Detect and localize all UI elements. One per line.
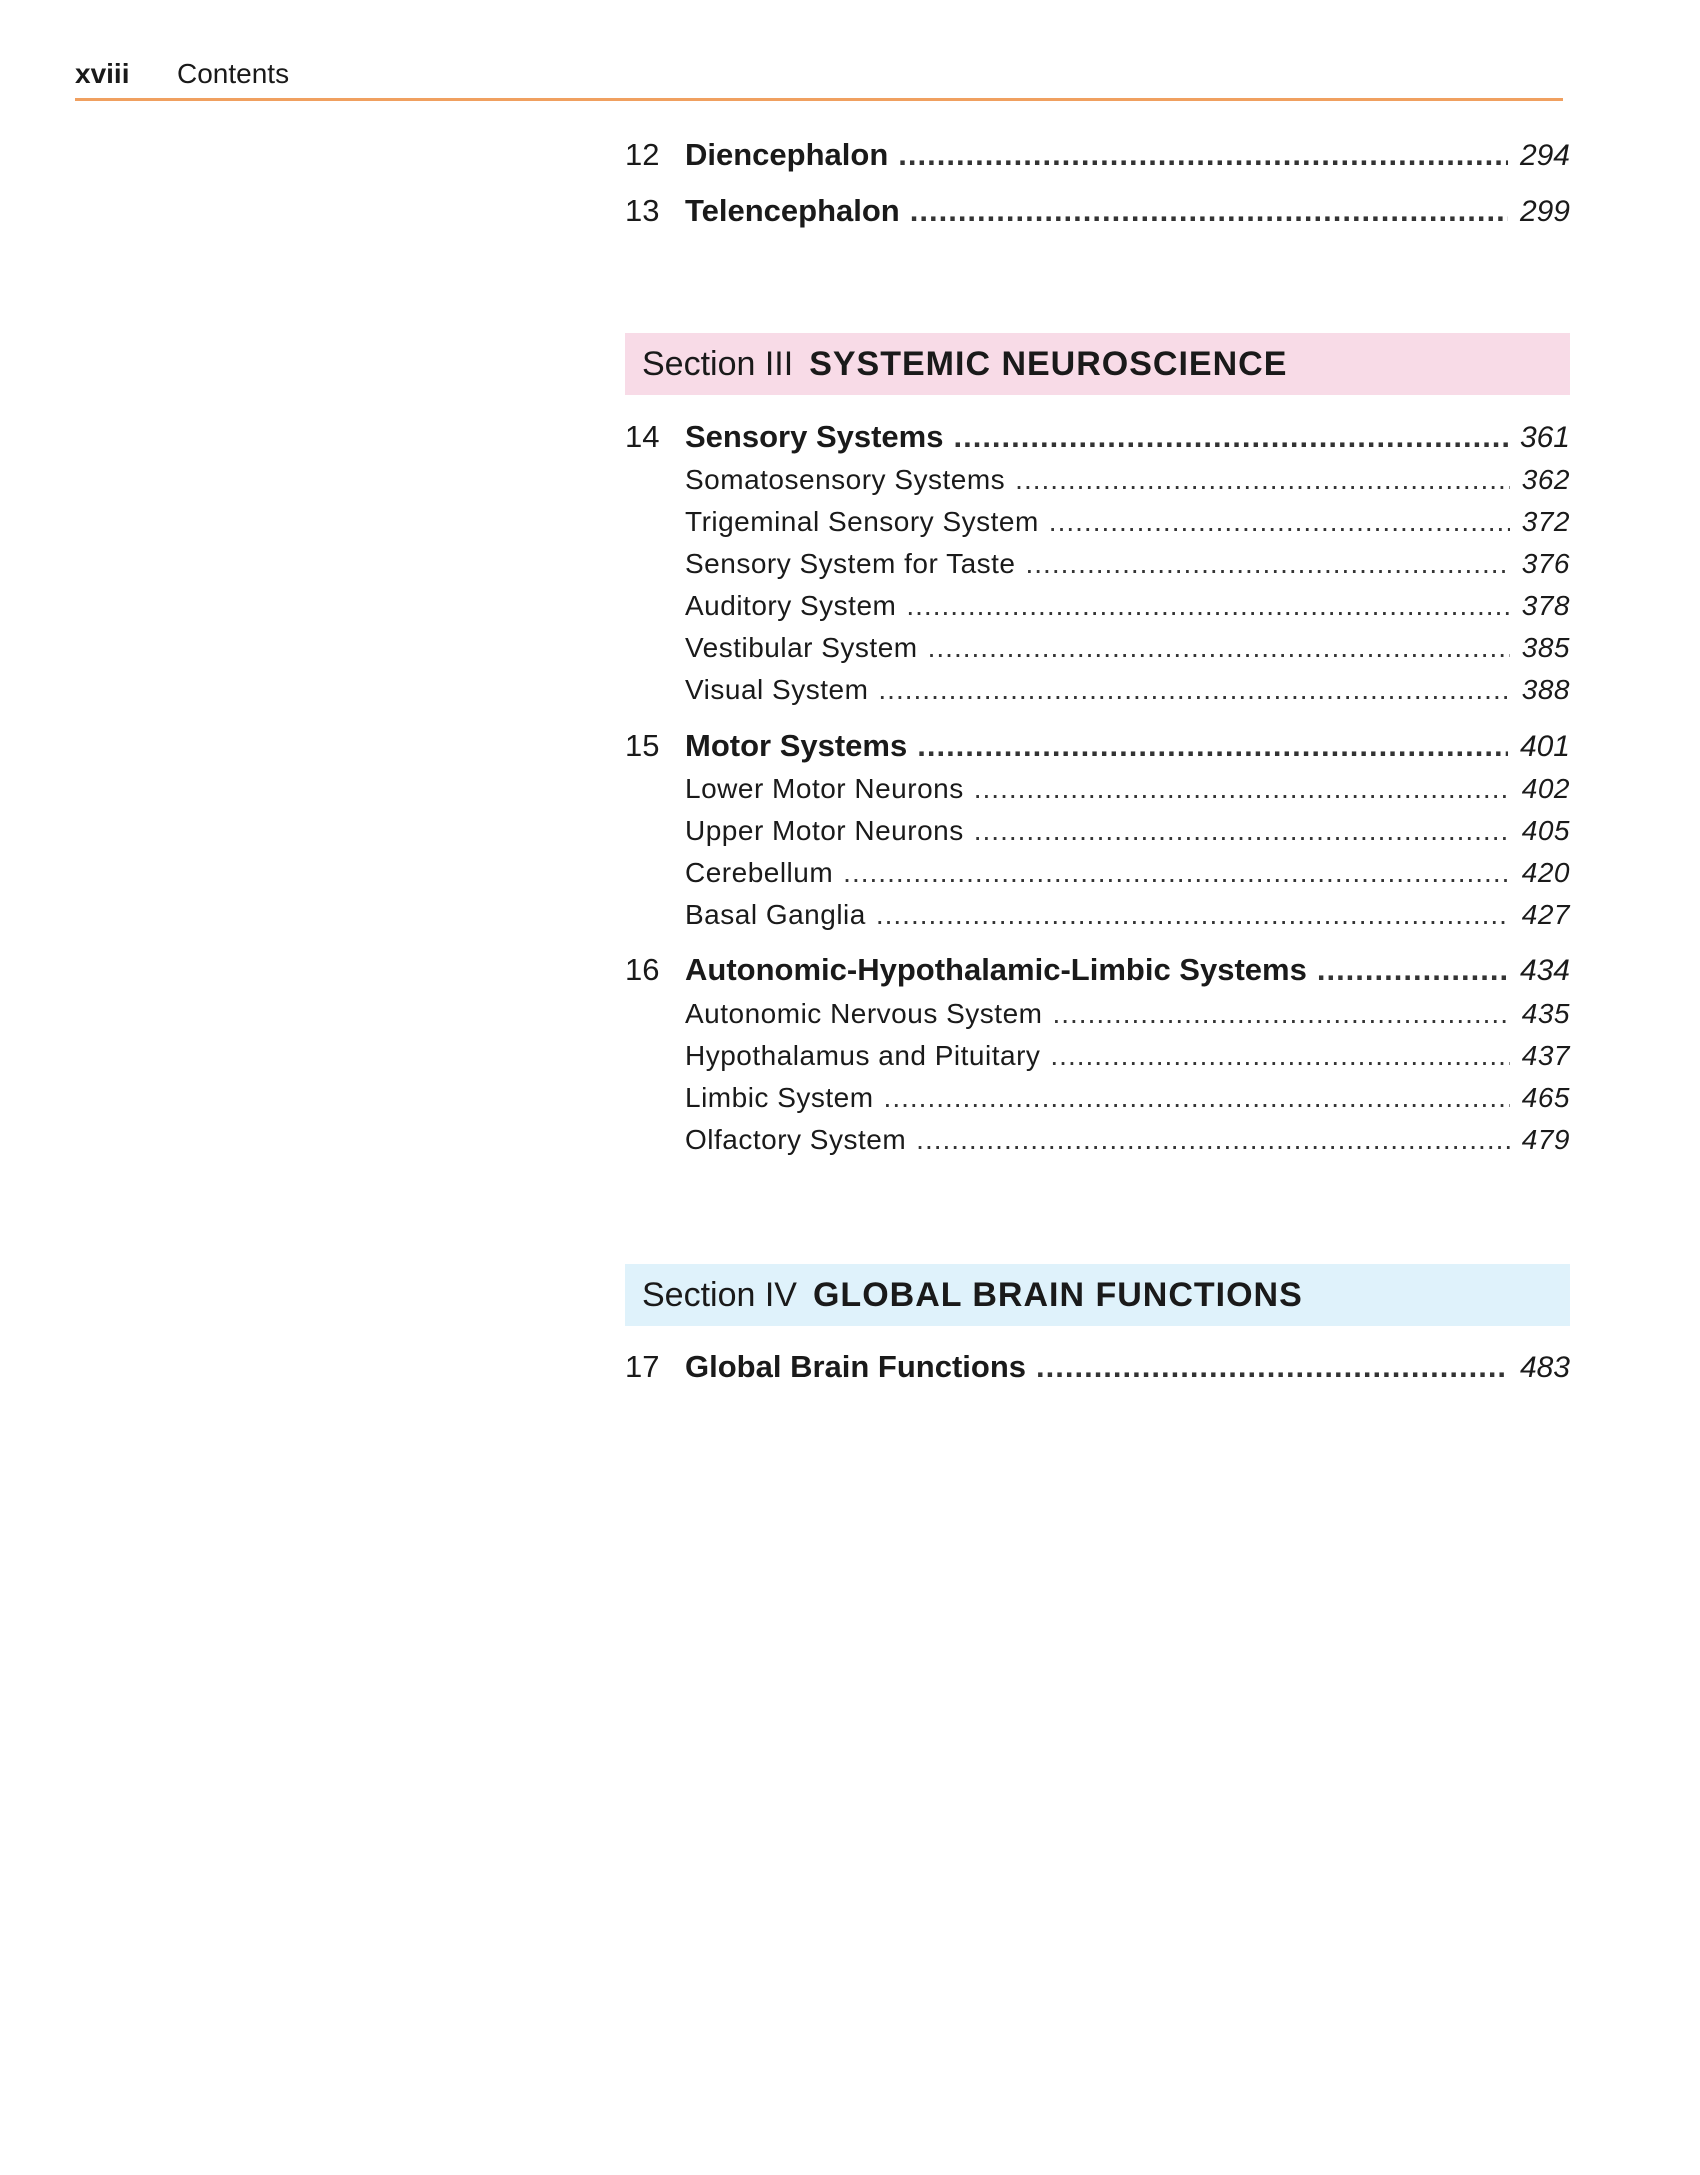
dot-leader	[906, 590, 1509, 622]
toc-subentry[interactable]	[625, 773, 1570, 805]
subentry-title: Sensory System for Taste	[685, 548, 1016, 579]
dot-leader	[878, 674, 1509, 706]
dot-leader	[916, 1124, 1510, 1156]
subentry-title: Cerebellum	[685, 857, 834, 888]
subentry-title: Olfactory System	[685, 1124, 907, 1155]
toc-subentry[interactable]	[625, 1040, 1570, 1072]
page-number: 479	[1521, 1124, 1570, 1155]
toc-subentry[interactable]	[625, 1082, 1570, 1114]
toc-chapter-13[interactable]	[625, 193, 1570, 229]
toc-subentry[interactable]	[625, 506, 1570, 538]
section-title: SYSTEMIC NEUROSCIENCE	[809, 344, 1288, 383]
subentry-title: Trigeminal Sensory System	[685, 506, 1039, 537]
page-folio: xviii	[75, 58, 130, 89]
dot-leader	[898, 137, 1508, 173]
dot-leader	[1015, 464, 1510, 496]
section-heading-4	[625, 1264, 1570, 1326]
dot-leader	[1026, 548, 1510, 580]
toc-subentry[interactable]	[625, 632, 1570, 664]
page-number: 299	[1519, 195, 1570, 228]
chapter-number: 12	[625, 137, 660, 172]
running-head-title: Contents	[177, 58, 290, 89]
subentry-title: Limbic System	[685, 1082, 874, 1113]
page-number: 372	[1521, 506, 1570, 537]
page-number: 402	[1521, 773, 1570, 804]
chapter-title: Motor Systems	[685, 728, 908, 763]
chapter-title: Diencephalon	[685, 137, 889, 172]
page-number: 376	[1521, 548, 1570, 579]
toc-subentry[interactable]	[625, 815, 1570, 847]
toc-subentry[interactable]	[625, 899, 1570, 931]
toc-subentry[interactable]	[625, 857, 1570, 889]
subentry-title: Auditory System	[685, 590, 897, 621]
chapter-number: 15	[625, 728, 660, 763]
section-heading-3	[625, 333, 1570, 395]
page-number: 401	[1519, 730, 1570, 763]
subentry-title: Vestibular System	[685, 632, 918, 663]
toc-chapter-17[interactable]	[625, 1349, 1570, 1385]
toc-subentry[interactable]	[625, 464, 1570, 496]
toc-subentry[interactable]	[625, 548, 1570, 580]
section-title: GLOBAL BRAIN FUNCTIONS	[812, 1275, 1303, 1314]
chapter-number: 17	[625, 1349, 660, 1384]
chapter-number: 13	[625, 193, 660, 228]
dot-leader	[1052, 998, 1509, 1030]
subentry-title: Autonomic Nervous System	[685, 998, 1043, 1029]
toc-chapter-12[interactable]	[625, 137, 1570, 173]
page-number: 294	[1519, 139, 1570, 172]
page-number: 420	[1521, 857, 1570, 888]
dot-leader	[910, 193, 1508, 229]
dot-leader	[974, 815, 1510, 847]
section-label: Section IV	[642, 1275, 797, 1314]
chapter-title: Telencephalon	[685, 193, 900, 228]
chapter-number: 16	[625, 952, 660, 987]
dot-leader	[1036, 1349, 1508, 1385]
dot-leader	[1049, 506, 1510, 538]
subentry-title: Hypothalamus and Pituitary	[685, 1040, 1041, 1071]
toc-subentry[interactable]	[625, 1124, 1570, 1156]
dot-leader	[1050, 1040, 1509, 1072]
chapter-title: Autonomic-Hypothalamic-Limbic Systems	[685, 952, 1307, 987]
dot-leader	[876, 899, 1510, 931]
page-number: 388	[1521, 674, 1570, 705]
toc-subentry[interactable]	[625, 998, 1570, 1030]
page-number: 483	[1519, 1351, 1570, 1384]
subentry-title: Upper Motor Neurons	[685, 815, 964, 846]
toc-subentry[interactable]	[625, 590, 1570, 622]
subentry-title: Lower Motor Neurons	[685, 773, 964, 804]
page-number: 378	[1521, 590, 1570, 621]
chapter-title: Sensory Systems	[685, 419, 944, 454]
page-number: 437	[1521, 1040, 1570, 1071]
dot-leader	[843, 857, 1510, 889]
section-label: Section III	[642, 344, 794, 383]
subentry-title: Basal Ganglia	[685, 899, 866, 930]
page-number: 385	[1521, 632, 1570, 663]
dot-leader	[953, 419, 1507, 455]
dot-leader	[928, 632, 1510, 664]
subentry-title: Somatosensory Systems	[685, 464, 1006, 495]
chapter-number: 14	[625, 419, 660, 454]
dot-leader	[1317, 952, 1508, 988]
page-number: 435	[1521, 998, 1570, 1029]
running-head	[75, 58, 1563, 101]
toc-chapter-14[interactable]	[625, 419, 1570, 455]
page-number: 405	[1521, 815, 1570, 846]
toc-chapter-15[interactable]	[625, 728, 1570, 764]
dot-leader	[974, 773, 1510, 805]
dot-leader	[884, 1082, 1510, 1114]
page-number: 427	[1521, 899, 1570, 930]
page-number: 465	[1521, 1082, 1570, 1113]
toc-chapter-16[interactable]	[625, 952, 1570, 988]
dot-leader	[917, 728, 1508, 764]
page-number: 434	[1519, 954, 1570, 987]
toc-subentry[interactable]	[625, 674, 1570, 706]
subentry-title: Visual System	[685, 674, 869, 705]
chapter-title: Global Brain Functions	[685, 1349, 1027, 1384]
page-number: 362	[1521, 464, 1570, 495]
page-number: 361	[1519, 421, 1570, 454]
